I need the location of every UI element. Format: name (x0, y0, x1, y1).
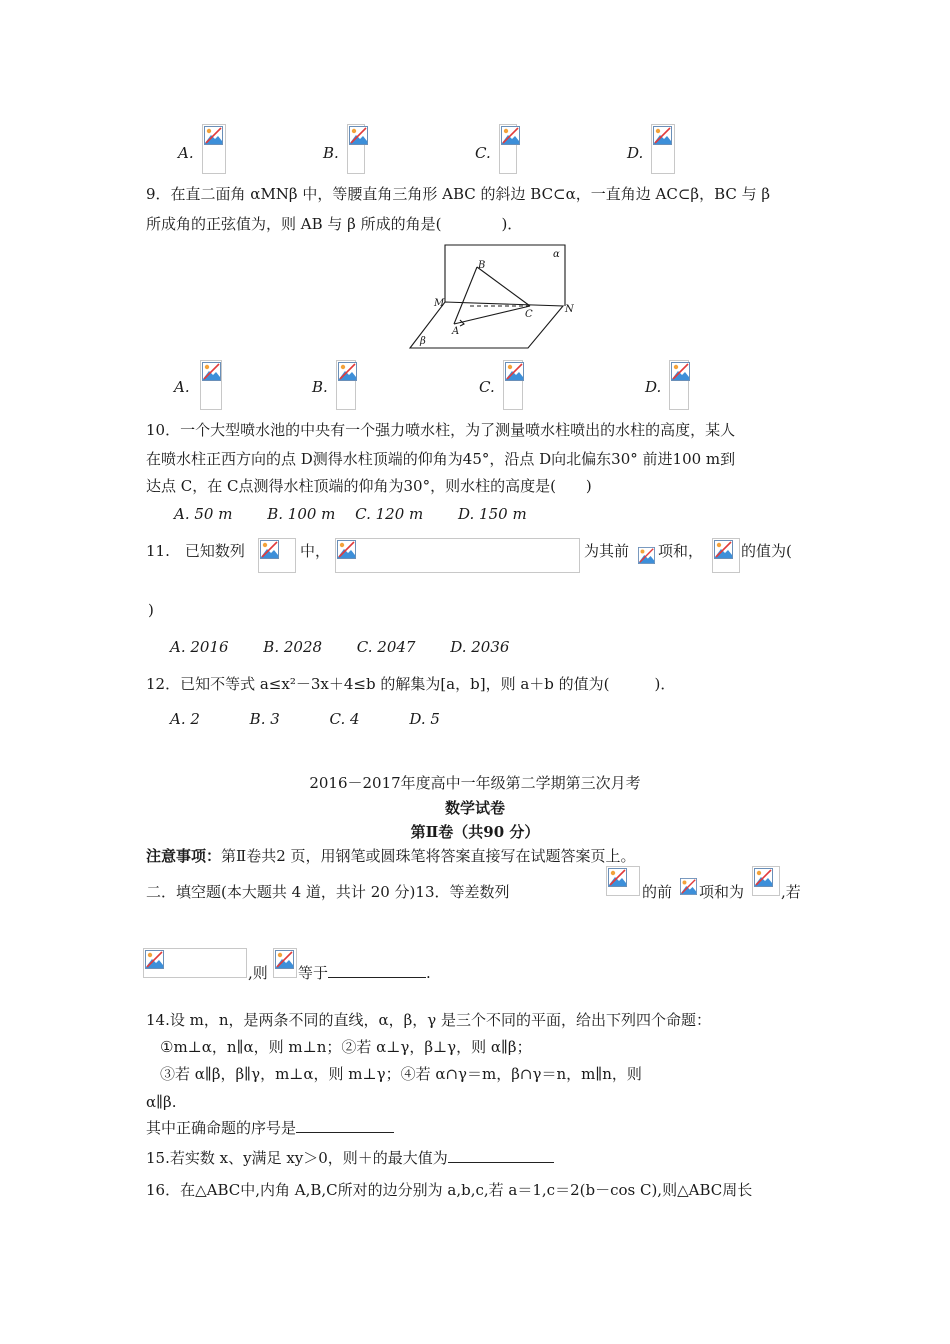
q11-close-paren: ) (148, 601, 154, 619)
label-n: N (565, 304, 574, 315)
broken-image-icon (204, 126, 223, 145)
q9-option-d: D. (645, 378, 662, 396)
part-title: 第Ⅱ卷（共90 分） (410, 823, 540, 841)
subject-title: 数学试卷 (444, 799, 505, 817)
q9-option-b: B. (312, 378, 328, 396)
label-c: C (525, 309, 533, 320)
label-m: M (434, 298, 445, 309)
q9-option-c-image (503, 360, 523, 410)
label-a: A (452, 326, 460, 337)
section2-text-5: ,则 (248, 964, 268, 982)
q11-text-1: 11. 已知数列 (146, 542, 245, 560)
q11-formula-image (335, 538, 580, 573)
q10-line-1: 10．一个大型喷水池的中央有一个强力喷水柱，为了测量喷水柱喷出的水柱的高度，某人 (146, 421, 736, 439)
q14-line-4: α∥β. (146, 1093, 177, 1111)
q15-line (146, 1148, 554, 1168)
q11-value-image (712, 538, 740, 573)
q9-line-2: 所成角的正弦值为，则 AB 与 β 所成的角是( )． (146, 215, 523, 233)
q13-sum-image (752, 866, 780, 896)
q13-answer-blank (328, 963, 426, 978)
q9-line-1: 9．在直二面角 αMNβ 中，等腰直角三角形 ABC 的斜边 BC⊂α，一直角边 AC⊂β，BC 与 β (146, 185, 771, 203)
broken-image-icon (202, 362, 221, 381)
broken-image-icon (337, 540, 356, 559)
q13-answer-line (298, 963, 431, 983)
q8-option-d: D. (627, 144, 644, 162)
q12-line-1: 12．已知不等式 a≤x²－3x＋4≤b 的解集为[a，b]，则 a＋b 的值为( )． (146, 675, 676, 693)
broken-image-icon (754, 868, 773, 887)
broken-image-icon (638, 547, 655, 564)
q13-target-image (273, 948, 297, 978)
q11-n-image (638, 547, 656, 565)
q11-text-3: 为其前 (584, 542, 630, 560)
notice (146, 846, 636, 866)
q15-answer-blank (448, 1148, 554, 1163)
broken-image-icon (338, 362, 357, 381)
q11-text-2: 中， (300, 542, 331, 560)
q14-line-1: 14.设 m，n，是两条不同的直线，α，β，γ 是三个不同的平面，给出下列四个命题： (146, 1011, 712, 1029)
broken-image-icon (349, 126, 368, 145)
broken-image-icon (505, 362, 524, 381)
q11-text-5: 的值为( (741, 542, 792, 560)
broken-image-icon (608, 868, 627, 887)
section2-text-6: 等于 (298, 964, 329, 982)
q14-answer-blank (296, 1118, 394, 1133)
q14-line-5: 其中正确命题的序号是 (146, 1119, 297, 1137)
q9-option-d-image (669, 360, 689, 410)
q13-condition-image (143, 948, 247, 978)
section2-text-2: 的前 (642, 883, 673, 901)
q10-line-2: 在喷水柱正西方向的点 D测得水柱顶端的仰角为45°，沿点 D向北偏东30° 前进100 m到 (146, 450, 736, 468)
q13-n-image (680, 878, 698, 896)
q8-option-c: C. (475, 144, 491, 162)
q9-option-c: C. (479, 378, 495, 396)
section2-text-1: 二．填空题(本大题共 4 道，共计 20 分)13．等差数列 (146, 883, 510, 901)
q15-text: 15.若实数 x、y满足 xy＞0，则＋的最大值为 (146, 1149, 448, 1167)
q14-answer-line (146, 1118, 394, 1138)
q8-option-b-image (347, 124, 365, 174)
q14-line-2: ①m⊥α，n∥α，则 m⊥n；②若 α⊥γ，β⊥γ，则 α∥β； (160, 1038, 532, 1056)
broken-image-icon (260, 540, 279, 559)
q11-text-4: 项和， (658, 542, 704, 560)
label-alpha: α (553, 249, 560, 260)
q9-option-a: A. (174, 378, 190, 396)
broken-image-icon (501, 126, 520, 145)
notice-text: 第Ⅱ卷共2 页，用钢笔或圆珠笔将答案直接写在试题答案页上。 (221, 847, 636, 865)
broken-image-icon (671, 362, 690, 381)
section2-text-4: ,若 (781, 883, 801, 901)
broken-image-icon (680, 878, 697, 895)
label-beta: β (420, 336, 426, 347)
notice-label: 注意事项： (146, 847, 222, 865)
q8-option-b: B. (323, 144, 339, 162)
broken-image-icon (653, 126, 672, 145)
q8-option-d-image (651, 124, 675, 174)
exam-title: 2016－2017年度高中一年级第二学期第三次月考 (309, 774, 641, 792)
dihedral-angle-figure (400, 240, 590, 355)
q11-options: A. 2016 B. 2028 C. 2047 D. 2036 (170, 638, 510, 656)
section2-text-3: 项和为 (699, 883, 745, 901)
q10-line-3: 达点 C，在 C点测得水柱顶端的仰角为30°，则水柱的高度是( ) (146, 477, 592, 495)
q10-options: A. 50 m B. 100 m C. 120 m D. 150 m (174, 505, 527, 523)
broken-image-icon (275, 950, 294, 969)
q8-option-a: A. (178, 144, 194, 162)
q8-option-c-image (499, 124, 517, 174)
label-b: B (478, 260, 486, 271)
broken-image-icon (714, 540, 733, 559)
section2-text-7: . (426, 964, 431, 982)
q11-sequence-image (258, 538, 296, 573)
q9-option-b-image (336, 360, 356, 410)
q14-line-3: ③若 α∥β，β∥γ，m⊥α，则 m⊥γ；④若 α∩γ＝m，β∩γ＝n，m∥n，则 (160, 1065, 642, 1083)
q16-line-1: 16．在△ABC中,内角 A,B,C所对的边分别为 a,b,c,若 a＝1,c＝2(b－cos C),则△ABC周长 (146, 1181, 753, 1199)
q8-option-a-image (202, 124, 226, 174)
broken-image-icon (145, 950, 164, 969)
q13-sequence-image (606, 866, 640, 896)
q9-option-a-image (200, 360, 222, 410)
q12-options: A. 2 B. 3 C. 4 D. 5 (170, 710, 440, 728)
